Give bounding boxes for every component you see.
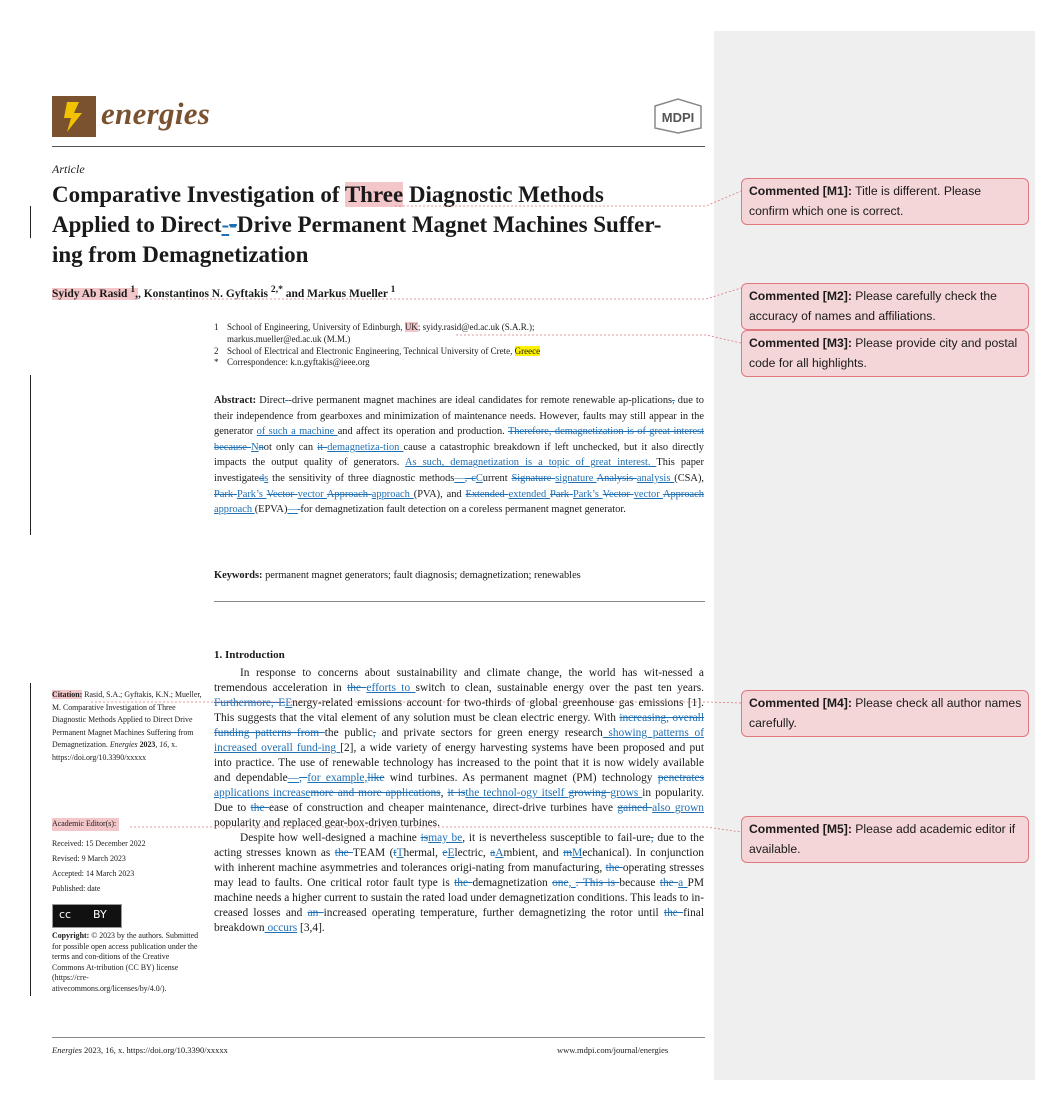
- citation-block: Citation: Rasid, S.A.; Gyftakis, K.N.; Mueller, M. Comparative Investigation of Three Diagnostic Methods Applied to Direct Drive Permanent Magnet Machines Suffering from Demagnetization. Energies 2023, 16, x. https://doi.org/10.3390/xxxxx: [52, 690, 202, 762]
- article-type: Article: [52, 162, 85, 176]
- mdpi-logo-text: MDPI: [661, 110, 695, 125]
- accepted-date: Accepted: 14 March 2023: [52, 869, 135, 878]
- leader-line-m4: [91, 702, 741, 703]
- comment-m2[interactable]: Commented [M2]: Please carefully check the accuracy of names and affiliations.: [741, 283, 1029, 330]
- comment-m1[interactable]: Commented [M1]: Title is different. Please confirm which one is correct.: [741, 178, 1029, 225]
- journal-logo-text: energies: [101, 96, 211, 131]
- affiliation-row: * Correspondence: k.n.gyftakis@ieee.org: [214, 357, 370, 368]
- comment-m5[interactable]: Commented [M5]: Please add academic editor if available.: [741, 816, 1029, 863]
- comment-m4[interactable]: Commented [M4]: Please check all author names carefully.: [741, 690, 1029, 737]
- leader-line-m3: [456, 335, 741, 343]
- footer-citation: Energies 2023, 16, x. https://doi.org/10.3390/xxxxx: [52, 1045, 228, 1055]
- paragraph: Despite how well-designed a machine ismay be, it is nevertheless susceptible to fail-ure, due to the acting stresses known as the TEAM (tThermal, eElectric, aAmbient, and mMechanical). In conjunction with inherent machine asymmetries and tolerances origi-nating from manufacturing, the operating stresses may lead to faults. One critical rotor fault type is the demagnetization one, . This is because the a PM machine needs a higher current to sustain the rated load under demagnetization conditions. This leads to in-creased losses and an increased operating temperature, further demagnetizing the rotor until the final breakdown occurs [3,4].: [214, 832, 705, 934]
- article-title: Comparative Investigation of Three Diagnostic Methods Applied to Direct--Drive Permanent Magnet Machines Suffer- ing from Demagnetization: [52, 182, 662, 267]
- published-date: Published: date: [52, 884, 101, 893]
- author-list: Syidy Ab Rasid $^1$,, Konstantinos N. Gyftakis $^{2,*}$ and Markus Mueller $^1$: [52, 284, 396, 300]
- academic-editor: Academic Editor(s):: [52, 818, 119, 831]
- affiliation-row: 1 School of Engineering, University of Edinburgh, UK; syidy.rasid@ed.ac.uk (S.A.R.);: [214, 322, 535, 332]
- comment-m3[interactable]: Commented [M3]: Please provide city and postal code for all highlights.: [741, 330, 1029, 377]
- keywords: Keywords: permanent magnet generators; fault diagnosis; demagnetization; renewables: [214, 570, 581, 581]
- affiliation-row: 2 School of Electrical and Electronic Engineering, Technical University of Crete, Greece: [214, 345, 541, 356]
- revised-date: Revised: 9 March 2023: [52, 854, 126, 863]
- abstract: Abstract: Direct -drive permanent magnet machines are ideal candidates for remote renewable ap-plications, due to their independence from gearboxes and minimization of maintenance needs. However, faults may still appear in the generator of such a machine and affect its operation and production. Therefore, demagnetization is of great interest because Nnot only can it demagnetiza-tion cause a catastrophic breakdown if left unchecked, but it also directly impacts the output quality of generators. As such, demagnetization is a topic of great interest. This paper investigateds the sensitivity of three diagnostic methods—, cCurrent Signature signature Analysis analysis (CSA), Park Park’s Vector vector Approach approach (PVA), and Extended extended Park Park’s Vector vector Approach approach (EPVA)— for demagnetization fault detection on a coreless permanent magnet generator.: [214, 395, 705, 516]
- cc-by-license-icon: cc BY: [52, 904, 122, 928]
- received-date: Received: 15 December 2022: [52, 839, 146, 848]
- section-heading: 1. Introduction: [214, 649, 285, 661]
- leader-line-m5: [130, 827, 741, 832]
- title-highlight: Three: [344, 182, 404, 207]
- leader-line-m2: [150, 288, 741, 299]
- copyright-block: Copyright: © 2023 by the authors. Submitted for possible open access publication under the terms and con-ditions of the Creative Commons At-tribution (CC BY) license (https://cre-ativecommons.org/licenses/by/4.0/).: [52, 931, 199, 993]
- affiliation-row: markus.mueller@ed.ac.uk (M.M.): [227, 333, 351, 344]
- yellow-highlight: Greece: [514, 345, 541, 356]
- paragraph: In response to concerns about sustainability and climate change, the world has wit-nessed a tremendous acceleration in the efforts to switch to clean, sustainable energy over the past ten years. Furthermore, EEnergy-related emissions account for two-thirds of global greenhouse gas emissions [1]. This suggests that the vital element of any solution must be clean electric energy. With increasing, overall funding patterns from the public, and private sectors for green energy research showing patterns of increased overall fund-ing [2], a wide variety of energy harvesting systems have been proposed and put into practice. The use of renewable technology has increased to the point that it is now widely available and dependable—, for example,like wind turbines. As permanent magnet (PM) technology penetrates applications increasemore and more applications, it isthe technol-ogy itself growing grows in popularity. Due to the ease of construction and cheaper maintenance, direct-drive turbines have gained also grown popularity and replaced gear-box-driven turbines.: [214, 667, 705, 829]
- leader-line-m1: [395, 191, 741, 206]
- footer-url[interactable]: www.mdpi.com/journal/energies: [557, 1045, 669, 1055]
- author-highlight: Syidy Ab Rasid $^1$,: [52, 284, 138, 300]
